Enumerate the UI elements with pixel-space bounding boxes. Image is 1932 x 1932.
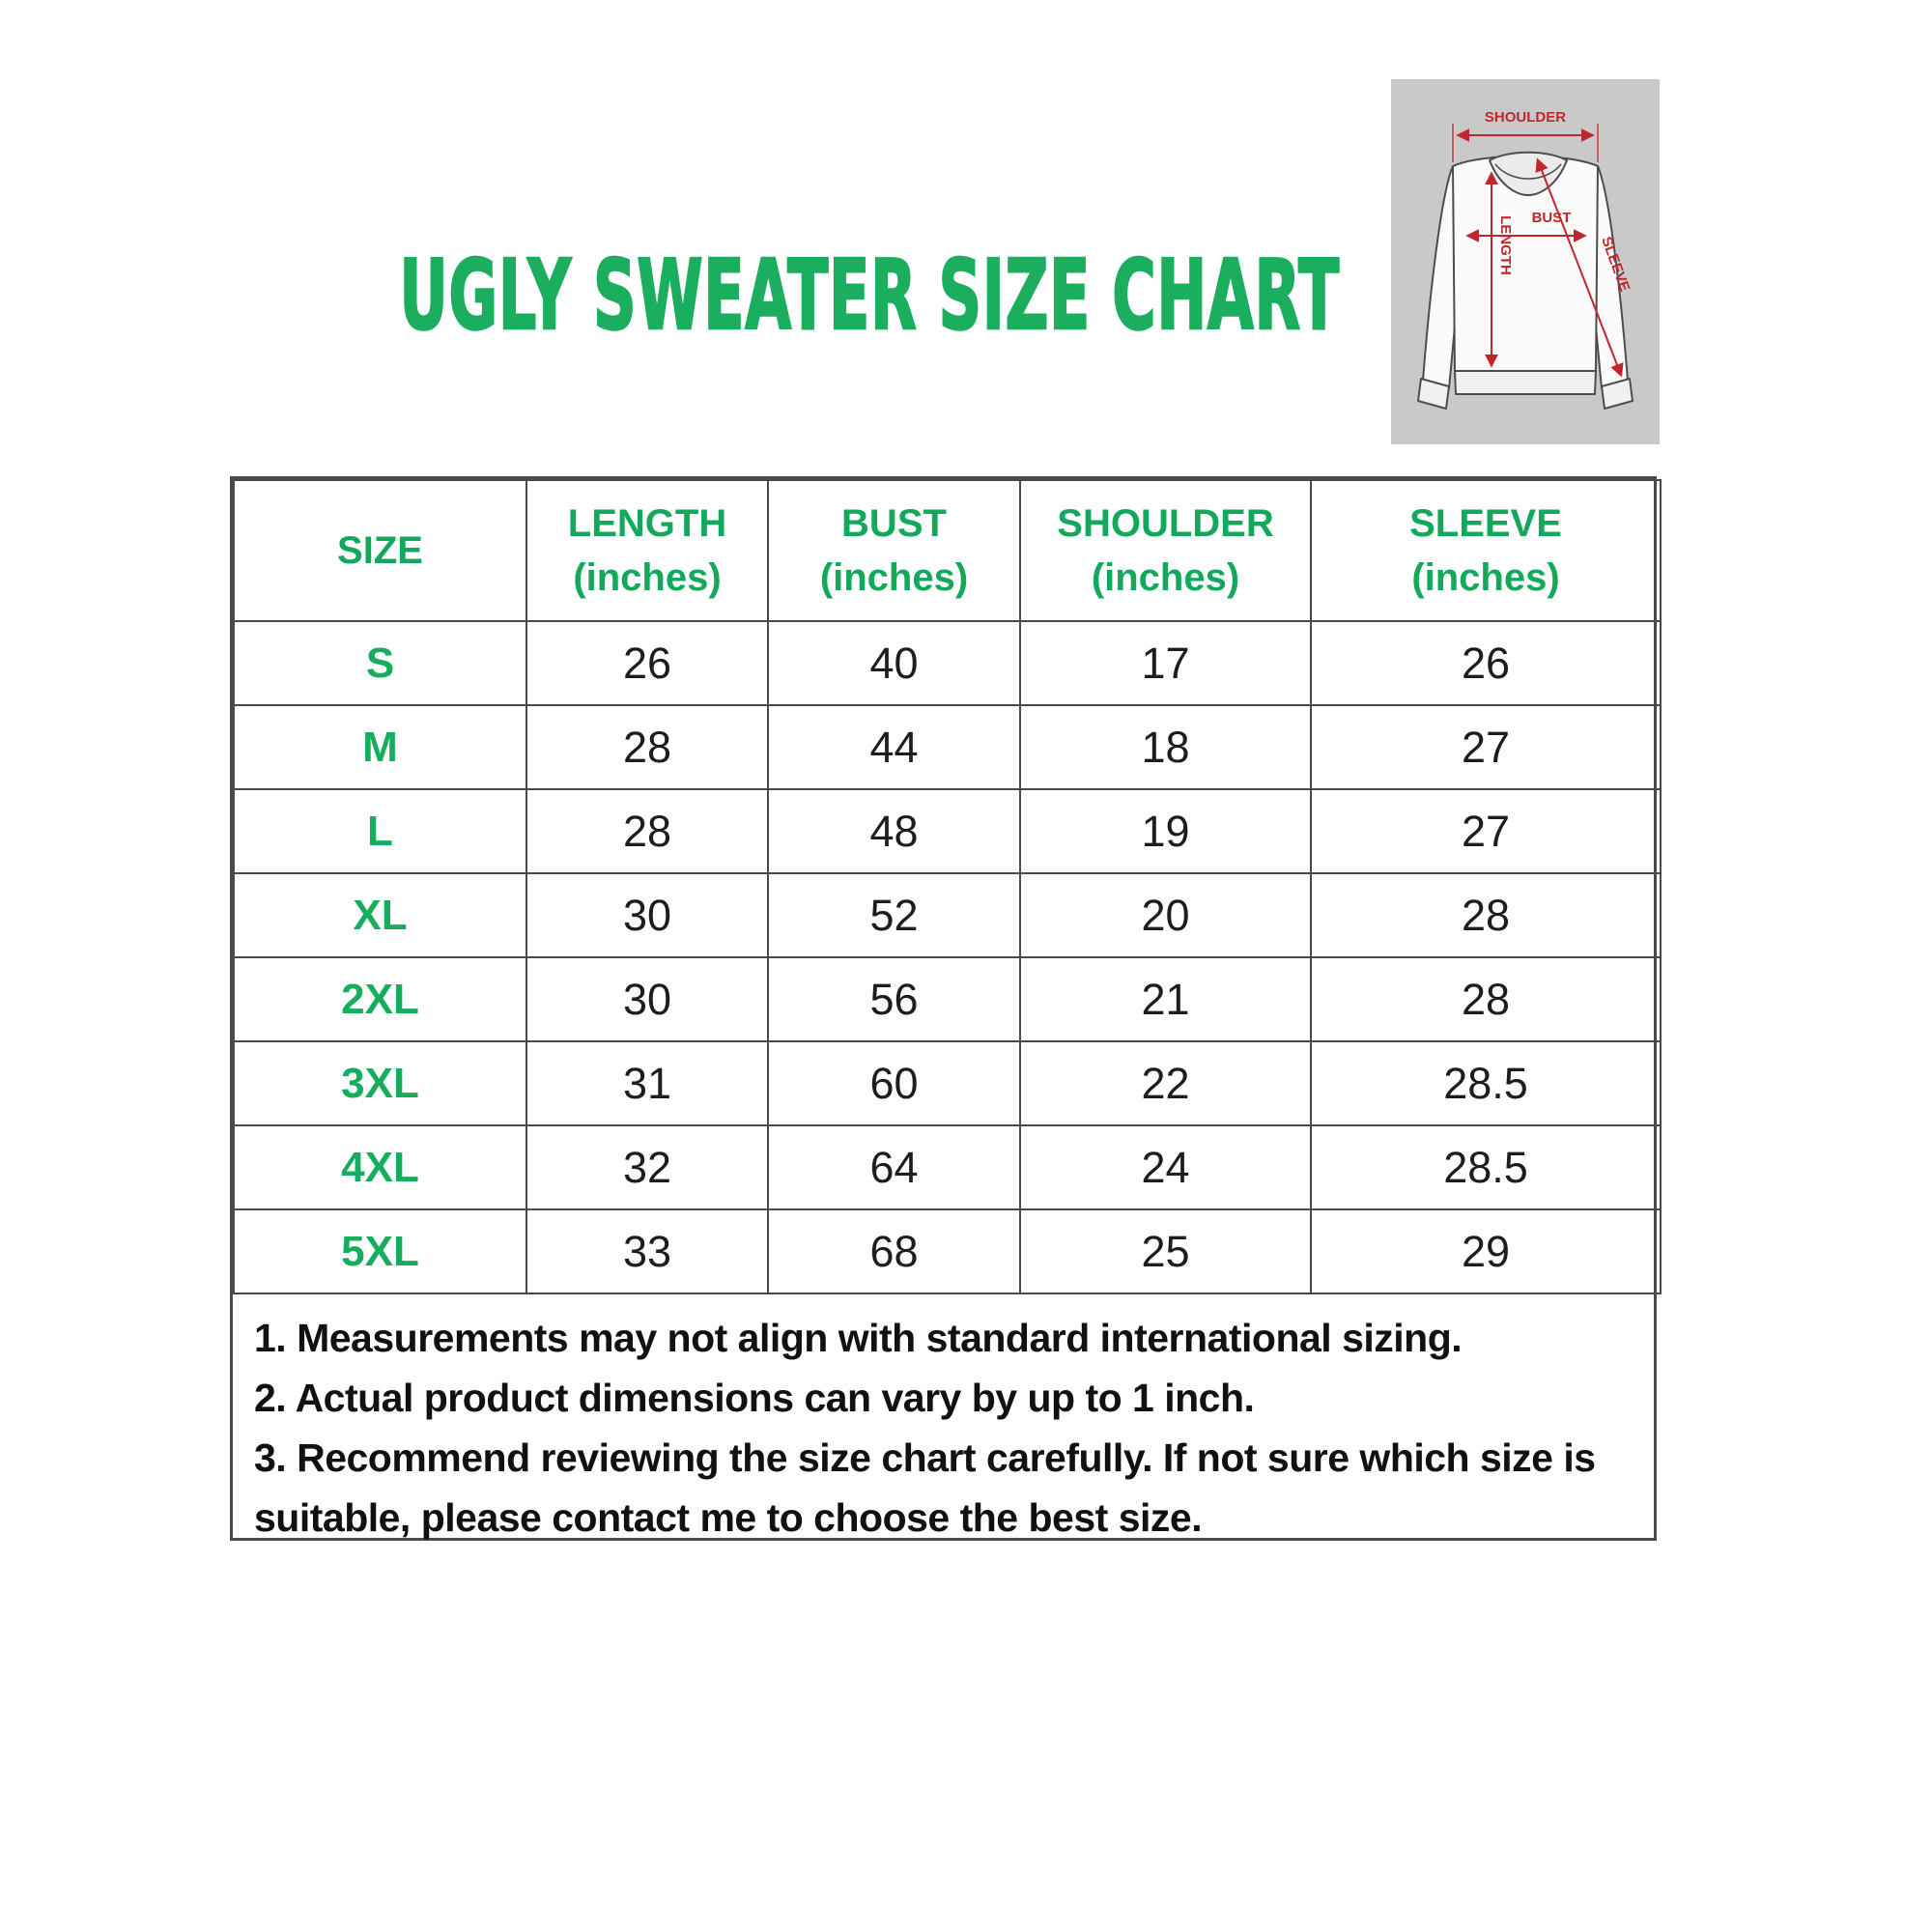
shoulder-value: 18 <box>1020 705 1311 789</box>
size-label: M <box>234 705 526 789</box>
length-value: 30 <box>526 957 768 1041</box>
sleeve-value: 27 <box>1311 789 1661 873</box>
size-label: S <box>234 621 526 705</box>
bust-value: 56 <box>768 957 1020 1041</box>
bust-value: 64 <box>768 1125 1020 1209</box>
size-chart-sheet <box>230 476 1657 1541</box>
table-row <box>234 705 1661 789</box>
col-header-length <box>526 480 768 621</box>
shoulder-value: 25 <box>1020 1209 1311 1293</box>
length-value: 28 <box>526 705 768 789</box>
col-header-length-unit: (inches) <box>573 556 722 599</box>
col-header-shoulder <box>1020 480 1311 621</box>
sweater-measurement-diagram <box>1391 79 1660 444</box>
sweater-diagram-svg <box>1391 79 1660 444</box>
sleeve-value: 27 <box>1311 705 1661 789</box>
size-table-header <box>234 480 1661 621</box>
bust-value: 44 <box>768 705 1020 789</box>
table-row <box>234 1209 1661 1293</box>
table-row <box>234 789 1661 873</box>
table-row <box>234 1041 1661 1125</box>
bust-value: 48 <box>768 789 1020 873</box>
size-label: L <box>234 789 526 873</box>
sizing-notes <box>233 1294 1654 1538</box>
sleeve-value: 26 <box>1311 621 1661 705</box>
size-label: 3XL <box>234 1041 526 1125</box>
size-label: XL <box>234 873 526 957</box>
length-value: 32 <box>526 1125 768 1209</box>
length-value: 28 <box>526 789 768 873</box>
length-label: LENGTH <box>1497 215 1514 275</box>
header-row <box>234 480 1661 621</box>
shoulder-value: 20 <box>1020 873 1311 957</box>
table-row <box>234 957 1661 1041</box>
shoulder-value: 21 <box>1020 957 1311 1041</box>
sleeve-value: 28 <box>1311 873 1661 957</box>
col-header-shoulder-unit: (inches) <box>1091 556 1240 599</box>
bust-value: 68 <box>768 1209 1020 1293</box>
shoulder-value: 17 <box>1020 621 1311 705</box>
sleeve-value: 28 <box>1311 957 1661 1041</box>
col-header-shoulder-label: SHOULDER <box>1057 502 1274 545</box>
length-value: 26 <box>526 621 768 705</box>
bust-value: 60 <box>768 1041 1020 1125</box>
col-header-size: SIZE <box>234 480 526 621</box>
col-header-bust <box>768 480 1020 621</box>
table-row <box>234 621 1661 705</box>
sleeve-value: 28.5 <box>1311 1125 1661 1209</box>
col-header-length-label: LENGTH <box>567 502 727 545</box>
col-header-sleeve <box>1311 480 1661 621</box>
note-2: 2. Actual product dimensions can vary by up to 1 inch. <box>254 1376 1255 1420</box>
size-label: 2XL <box>234 957 526 1041</box>
col-header-sleeve-unit: (inches) <box>1411 556 1560 599</box>
size-label: 4XL <box>234 1125 526 1209</box>
size-table-body <box>234 621 1661 1293</box>
sleeve-value: 29 <box>1311 1209 1661 1293</box>
size-label: 5XL <box>234 1209 526 1293</box>
shoulder-value: 24 <box>1020 1125 1311 1209</box>
length-value: 31 <box>526 1041 768 1125</box>
sleeve-label: SLEEVE <box>1598 234 1634 295</box>
sleeve-value: 28.5 <box>1311 1041 1661 1125</box>
col-header-bust-label: BUST <box>841 502 947 545</box>
col-header-sleeve-label: SLEEVE <box>1409 502 1562 545</box>
table-row <box>234 1125 1661 1209</box>
bust-value: 40 <box>768 621 1020 705</box>
table-row <box>234 873 1661 957</box>
length-value: 33 <box>526 1209 768 1293</box>
note-3: 3. Recommend reviewing the size chart carefully. If not sure which size is suitable, please contact me to choose the best size. <box>254 1435 1596 1540</box>
sweater-outline <box>1418 153 1633 409</box>
page-title: UGLY SWEATER SIZE CHART <box>399 239 1340 352</box>
length-value: 30 <box>526 873 768 957</box>
bust-label: BUST <box>1531 210 1572 226</box>
col-header-bust-unit: (inches) <box>819 556 969 599</box>
size-table <box>233 479 1662 1294</box>
shoulder-label: SHOULDER <box>1484 109 1567 126</box>
note-1: 1. Measurements may not align with standard international sizing. <box>254 1316 1463 1360</box>
shoulder-value: 19 <box>1020 789 1311 873</box>
bust-value: 52 <box>768 873 1020 957</box>
shoulder-value: 22 <box>1020 1041 1311 1125</box>
